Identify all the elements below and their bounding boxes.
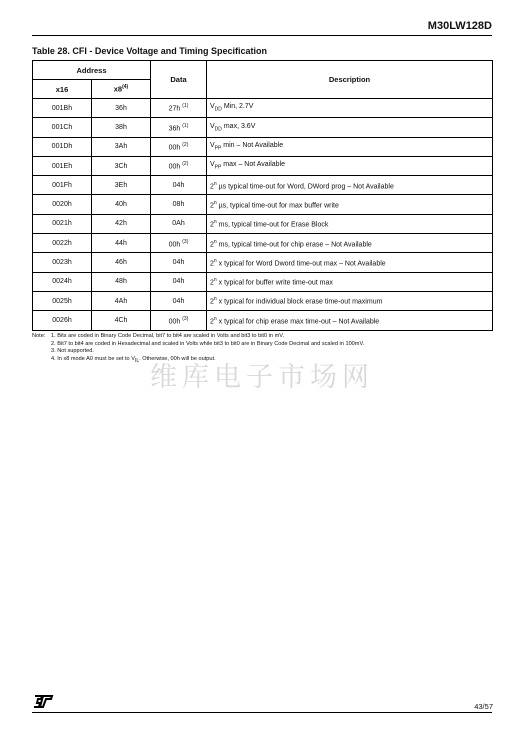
- description-text: µs typical time-out for Word, DWord prog – Not Available: [216, 183, 394, 190]
- description-superscript: n: [213, 199, 217, 206]
- x8-address: 38h: [92, 118, 151, 137]
- data-note: (3): [182, 315, 189, 322]
- x8-address: 36h: [92, 99, 151, 118]
- data-note: (1): [182, 122, 189, 129]
- x16-address: 001Bh: [33, 99, 92, 118]
- data-value-text: 0Ah: [172, 220, 185, 228]
- data-value-text: 04h: [172, 259, 185, 267]
- description-prefix: 2: [210, 318, 214, 326]
- description: [207, 156, 493, 175]
- description: [207, 195, 493, 214]
- description-prefix: 2: [210, 279, 214, 287]
- description-subscript: DD: [214, 126, 222, 133]
- description-superscript: n: [213, 296, 217, 303]
- data-value-text: 00h: [168, 318, 181, 326]
- x8-header: [92, 80, 151, 99]
- data-note: (1): [182, 103, 189, 110]
- table-row: [33, 99, 493, 118]
- data-note: (2): [182, 142, 189, 149]
- description-text: min – Not Available: [221, 142, 284, 150]
- x8-header-note: (4): [122, 84, 129, 91]
- data-value: [151, 99, 207, 118]
- x16-address: 0026h: [33, 311, 92, 330]
- description: [207, 137, 493, 156]
- description-subscript: PP: [214, 164, 222, 171]
- data-value: [151, 272, 207, 291]
- st-logo: [32, 694, 54, 709]
- data-value: [151, 137, 207, 156]
- description-prefix: 2: [210, 183, 214, 190]
- data-value: [151, 118, 207, 137]
- x16-address: 001Dh: [33, 137, 92, 156]
- data-value: [151, 176, 207, 195]
- data-note: (2): [182, 161, 189, 168]
- data-header: Data: [151, 61, 207, 99]
- x8-address: 40h: [92, 195, 151, 214]
- description-prefix: V: [210, 161, 215, 169]
- description-text: max – Not Available: [221, 161, 286, 169]
- description-superscript: n: [213, 180, 217, 187]
- table-row: [33, 137, 493, 156]
- description: [207, 118, 493, 137]
- table-row: [33, 253, 493, 272]
- data-value-text: 00h: [168, 163, 181, 171]
- description: [207, 176, 493, 195]
- document-title: M30LW128D: [427, 20, 492, 32]
- description-prefix: 2: [210, 221, 214, 229]
- description: [207, 272, 493, 291]
- data-value-text: 04h: [172, 278, 185, 286]
- table-row: [33, 291, 493, 310]
- x8-address: 3Ch: [92, 156, 151, 175]
- x16-header: x16: [33, 80, 92, 99]
- data-note: (3): [182, 238, 189, 245]
- data-value: [151, 156, 207, 175]
- description: [207, 214, 493, 233]
- x8-address: 3Eh: [92, 176, 151, 195]
- data-value-text: 08h: [172, 201, 185, 209]
- note-4-subscript: IL: [134, 357, 140, 364]
- x16-address: 0024h: [33, 272, 92, 291]
- x8-address: 4Ch: [92, 311, 151, 330]
- description-text: µs, typical time-out for max buffer write: [216, 202, 339, 210]
- description: [207, 291, 493, 310]
- description-prefix: 2: [210, 298, 214, 306]
- data-value: [151, 214, 207, 233]
- x8-address: 46h: [92, 253, 151, 272]
- x8-address: 48h: [92, 272, 151, 291]
- table-row: [33, 195, 493, 214]
- description: [207, 234, 493, 253]
- description-text: Min, 2.7V: [221, 103, 254, 111]
- x16-address: 0020h: [33, 195, 92, 214]
- note-4-text: 4. In x8 mode A0 must be set to V: [51, 355, 135, 362]
- description-text: x typical for buffer write time-out max: [216, 279, 333, 287]
- description-superscript: n: [213, 277, 217, 284]
- note-1: 1. Bits are coded in Binary Code Decimal, bit7 to bit4 are scaled in Volts and bit3 to bit0 in mV.: [51, 333, 284, 339]
- description-prefix: V: [210, 142, 215, 150]
- data-value: [151, 253, 207, 272]
- page-number: 43/57: [474, 702, 493, 711]
- description-prefix: V: [210, 103, 215, 111]
- header-rule: [32, 35, 492, 36]
- x16-address: 001Ch: [33, 118, 92, 137]
- data-value: [151, 311, 207, 330]
- data-value-text: 04h: [172, 297, 185, 305]
- description: [207, 253, 493, 272]
- address-header: Address: [33, 61, 151, 80]
- description-prefix: 2: [210, 260, 214, 268]
- description-prefix: 2: [210, 202, 214, 210]
- description-subscript: PP: [214, 145, 222, 152]
- note-label: Note:: [32, 333, 46, 339]
- table-row: [33, 234, 493, 253]
- data-value-text: 36h: [168, 125, 181, 133]
- x16-address: 001Eh: [33, 156, 92, 175]
- x8-header-label: x8: [113, 84, 123, 94]
- x16-address: 0025h: [33, 291, 92, 310]
- description-text: x typical for individual block erase time-out maximum: [216, 298, 383, 306]
- data-value-text: 00h: [168, 144, 181, 152]
- description: [207, 99, 493, 118]
- footer-rule: [32, 712, 492, 713]
- x16-address: 0023h: [33, 253, 92, 272]
- note-3: 3. Not supported.: [51, 348, 94, 355]
- description-prefix: 2: [210, 240, 214, 248]
- description-header: Description: [207, 61, 493, 99]
- description-text: x typical for Word Dword time-out max – Not Available: [216, 260, 386, 268]
- table-caption: Table 28. CFI - Device Voltage and Timing Specification: [32, 46, 268, 56]
- data-value-text: 04h: [172, 181, 185, 189]
- table-row: [33, 118, 493, 137]
- description-text: x typical for chip erase max time-out – Not Available: [216, 318, 380, 326]
- description-text: ms, typical time-out for Erase Block: [216, 221, 329, 229]
- table-row: [33, 176, 493, 195]
- data-value-text: 00h: [168, 240, 181, 248]
- data-value: [151, 234, 207, 253]
- data-value: [151, 291, 207, 310]
- description-text: ms, typical time-out for chip erase – Not Available: [216, 240, 372, 248]
- data-value: [151, 195, 207, 214]
- note-2: 2. Bit7 to bit4 are coded in Hexadecimal and scaled in Volts while bit3 to bit0 are in Binary Code Decimal and scaled in 100mV.: [51, 340, 365, 347]
- data-value-text: 27h: [168, 105, 181, 113]
- description-prefix: V: [210, 122, 215, 130]
- description-superscript: n: [213, 257, 217, 264]
- note-4-tail: . Otherwise, 00h will be output.: [139, 355, 216, 362]
- description-superscript: n: [213, 315, 217, 322]
- x16-address: 0022h: [33, 234, 92, 253]
- description-superscript: n: [213, 219, 217, 226]
- description-text: max, 3.6V: [221, 122, 256, 130]
- description: [207, 311, 493, 330]
- table-row: [33, 214, 493, 233]
- x8-address: 42h: [92, 214, 151, 233]
- x8-address: 44h: [92, 234, 151, 253]
- table-row: [33, 272, 493, 291]
- x8-address: 3Ah: [92, 137, 151, 156]
- table-row: [33, 311, 493, 330]
- description-superscript: n: [213, 238, 217, 245]
- x8-address: 4Ah: [92, 291, 151, 310]
- cfi-voltage-timing-table: [32, 60, 493, 331]
- description-subscript: DD: [214, 106, 222, 113]
- x16-address: 001Fh: [33, 176, 92, 195]
- x16-address: 0021h: [33, 214, 92, 233]
- watermark: 维库电子市场网: [150, 362, 374, 393]
- table-row: [33, 156, 493, 175]
